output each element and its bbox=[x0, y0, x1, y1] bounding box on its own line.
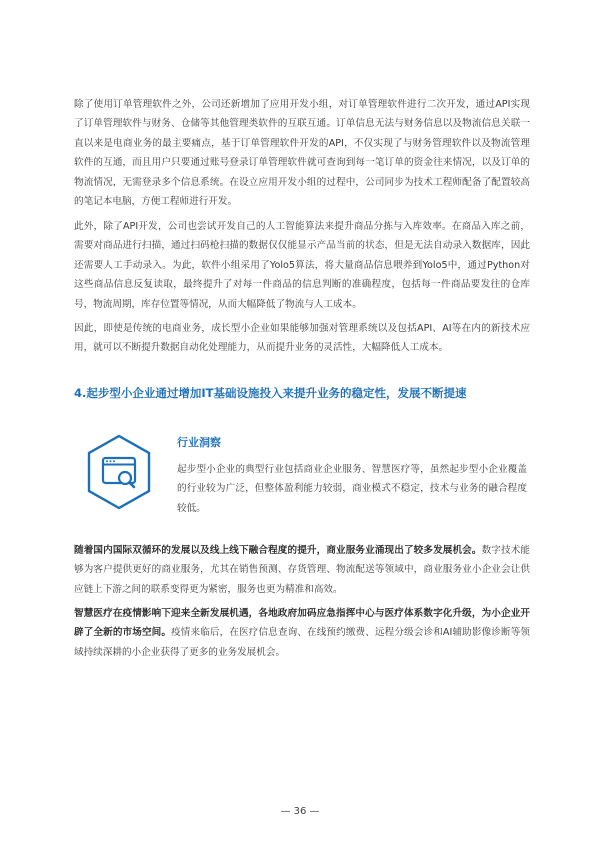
insight-title: 行业洞察 bbox=[177, 436, 221, 449]
paragraph-smart-healthcare bbox=[74, 604, 530, 662]
paragraph-smart-healthcare-lead: 智慧医疗在疫情影响下迎来全新发展机遇，各地政府加码应急指挥中心与医疗体系数字化升级，为小企业开辟了全新的市场空间。 bbox=[74, 608, 530, 639]
paragraph-smart-healthcare-body: 疫情来临后，在医疗信息查询、在线预约缴费、远程分级会诊和AI辅助影像诊断等领域持续深耕的小企业获得了更多的业务发展机会。 bbox=[74, 627, 530, 658]
paragraph-api-development: 除了使用订单管理软件之外，公司还新增加了应用开发小组，对订单管理软件进行二次开发，通过API实现了订单管理软件与财务、仓储等其他管理类软件的互联互通。订单信息无法与财务信息以及物流信息关联一直以来是电商业务的最主要痛点，基于订单管理软件开发的API，不仅实现了与财务管理软件以及物流管理软件的互通，而且用户只要通过账号登录订单管理软件就可查询到每一笔订单的资金往来情况，以及订单的物流情况，无需登录多个信息系统。在设立应用开发小组的过程中，公司同步为技术工程师配备了配置较高的笔记本电脑，方便工程师进行开发。 bbox=[74, 99, 530, 208]
section-heading: 4.起步型小企业通过增加IT基础设施投入来提升业务的稳定性，发展不断提速 bbox=[74, 386, 467, 400]
paragraph-commercial-services-lead: 随着国内国际双循环的发展以及线上线下融合程度的提升，商业服务业涌现出了较多发展机会。 bbox=[74, 545, 482, 556]
insight-text: 起步型小企业的典型行业包括商业企业服务、智慧医疗等，虽然起步型小企业覆盖的行业较为广泛，但整体盈利能力较弱，商业模式不稳定，技术与业务的融合程度较低。 bbox=[177, 464, 527, 514]
page-number: — 36 — bbox=[280, 806, 320, 817]
paragraph-commercial-services-body: 数字技术能够为客户提供更好的商业服务，尤其在销售预测、存货管理、物流配送等领域中，商业服务业小企业会让供应链上下游之间的联系变得更为紧密，服务也更为精准和高效。 bbox=[74, 545, 531, 595]
paragraph-ai-algorithm: 此外，除了API开发，公司也尝试开发自己的人工智能算法来提升商品分拣与入库效率。在商品入库之前，需要对商品进行扫描，通过扫码枪扫描的数据仅仅能显示产品当前的状态，但是无法自动录入数据库，因此还需要人工手动录入。为此，软件小组采用了Yolo5算法，将大量商品信息喂养到Yolo5中，通过Python对这些商品信息反复读取，最终提升了对每一件商品的信息判断的准确程度，包括每一件商品要发往的仓库号，物流周期，库存位置等情况，从而大幅降低了物流与人工成本。 bbox=[74, 221, 530, 310]
browser-magnifier-icon bbox=[86, 434, 152, 510]
paragraph-conclusion: 因此，即使是传统的电商业务，成长型小企业如果能够加强对管理系统以及包括API、AI等在内的新技术应用，就可以不断提升数据自动化处理能力，从而提升业务的灵活性，大幅降低人工成本。 bbox=[74, 323, 530, 354]
paragraph-commercial-services bbox=[74, 541, 530, 599]
